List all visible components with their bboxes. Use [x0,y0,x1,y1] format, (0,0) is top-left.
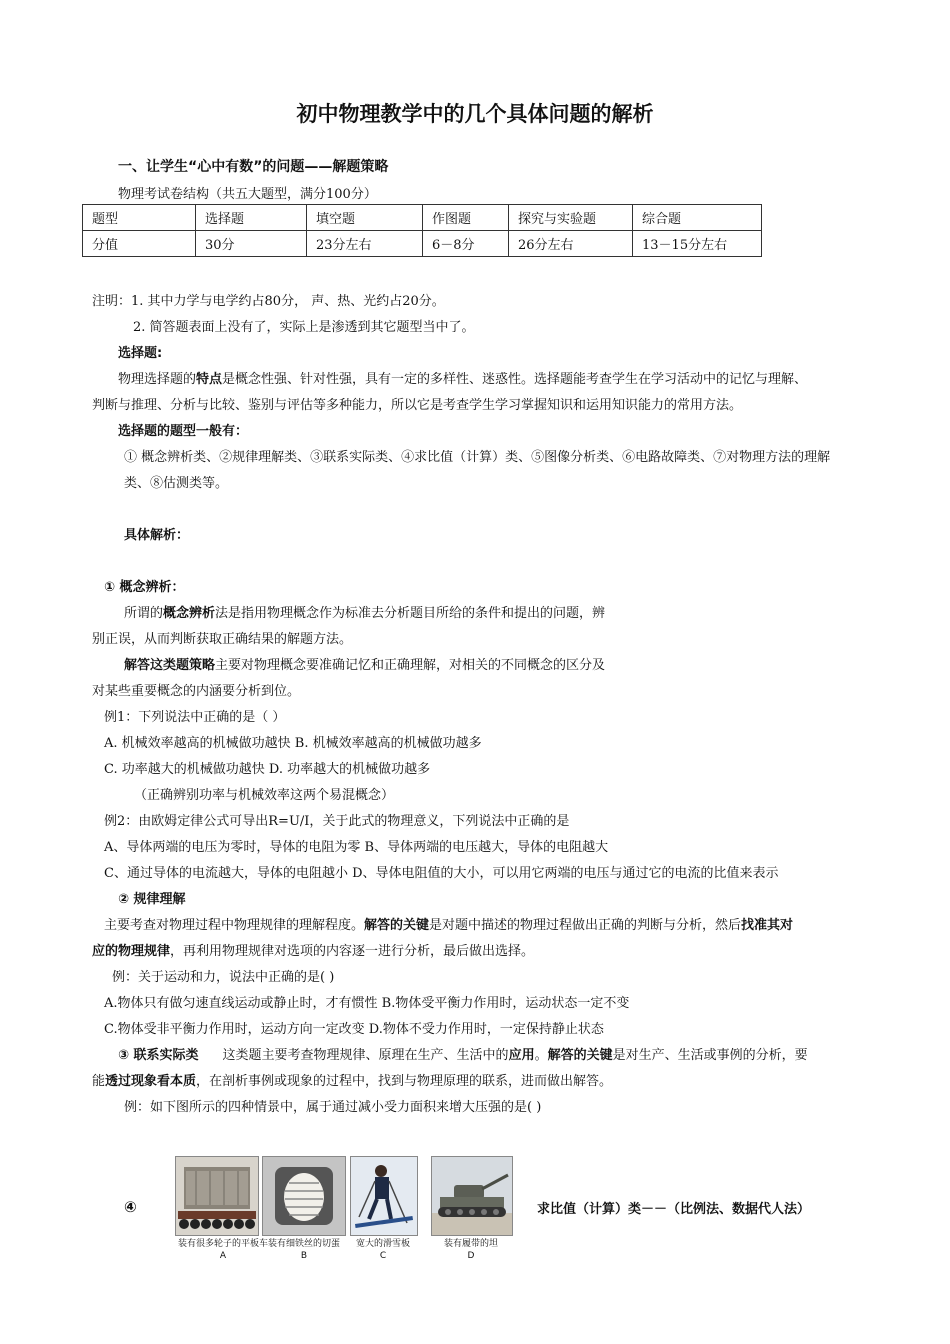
page-title: 初中物理教学中的几个具体问题的解析 [296,102,654,126]
table-cell: 26分左右 [509,231,633,257]
caption-letter: C [379,1251,387,1261]
caption-a [175,1238,271,1262]
choice-paragraph-line2: 判断与推理、分析与比较、鉴别与评估等多种能力，所以它是考查学生学习掌握知识和运用知识能力的常用方法。 [92,398,743,413]
table-cell: 13－15分左右 [633,231,762,257]
law-example-options-ab: A.物体只有做匀速直线运动或静止时，才有惯性 B.物体受平衡力作用时，运动状态一定不变 [104,996,630,1011]
types-line2: 类、⑧估测类等。 [124,476,229,491]
law-heading: ② 规律理解 [118,892,186,907]
types-line1: ① 概念辨析类、②规律理解类、③联系实际类、④求比值（计算）类、⑤图像分析类、⑥电路故障类、⑦对物理方法的理解 [124,450,831,465]
concept-strategy-line2: 对某些重要概念的内涵要分析到位。 [92,684,301,699]
caption-d [429,1238,513,1262]
photo-flatbed-truck [175,1156,259,1236]
exam-structure-table [82,204,762,257]
table-cell: 选择题 [196,205,307,231]
table-cell: 填空题 [307,205,423,231]
caption-c [347,1238,419,1262]
example-1: 例1：下列说法中正确的是（ ） [104,710,286,725]
photo-tank [431,1156,513,1236]
text-run-bold: 特点 [196,372,223,387]
ratio-heading: 求比值（计算）类－－（比例法、数据代人法） [537,1202,811,1217]
table-cell: 30分 [196,231,307,257]
example-2-options-ab: A、导体两端的电压为零时，导体的电阻为零 B、导体两端的电压越大，导体的电阻越大 [104,840,609,855]
table-cell: 题型 [83,205,196,231]
table-cell: 作图题 [423,205,509,231]
example-1-options-ab: A. 机械效率越高的机械做功越快 B. 机械效率越高的机械做功越多 [104,736,482,751]
law-paragraph-line2 [92,940,534,959]
note-1: 注明：1. 其中力学与电学约占80分， 声、热、光约占20分。 [92,294,445,309]
table-row [83,231,762,257]
photo-egg-slicer [262,1156,346,1236]
text-run: 所谓的 [124,606,164,621]
text-run-bold: 应的物理规律 [92,944,171,959]
text-run: 这类题主要考查物理规律、原理在生产、生活中的 [222,1048,509,1063]
caption-text: 宽大的滑雪板 [355,1239,410,1249]
text-run-bold: 应用 [508,1048,535,1063]
law-paragraph-line1 [104,914,793,933]
figure-four-scenarios [175,1156,515,1266]
table-cell: 分值 [83,231,196,257]
section-heading: 一、让学生“心中有数”的问题——解题策略 [118,159,389,175]
caption-text: 装有细铁丝的切蛋 [267,1239,340,1249]
analysis-heading: 具体解析： [124,528,190,543]
law-example-options-cd: C.物体受非平衡力作用时，运动方向一定改变 D.物体不受力作用时，一定保持静止状态 [104,1022,604,1037]
text-run-bold: 解答的关键 [547,1048,613,1063]
text-run: 物理选择题的 [118,372,197,387]
caption-letter: B [300,1251,308,1261]
choice-paragraph-line1 [118,368,807,387]
note-2: 2. 简答题表面上没有了，实际上是渗透到其它题型当中了。 [133,320,475,335]
text-run: 主要对物理概念要准确记忆和正确理解，对相关的不同概念的区分及 [215,658,606,673]
practical-paragraph-line2 [92,1070,612,1089]
text-run-bold: 概念辨析 [163,606,216,621]
text-run-bold: 找准其对 [741,918,794,933]
table-row [83,205,762,231]
text-run-bold: 解答这类题策略 [124,658,216,673]
text-run-bold: 透过现象看本质 [105,1074,197,1089]
text-run: ，在剖析事例或现象的过程中，找到与物理原理的联系，进而做出解答。 [196,1074,613,1089]
text-run: 。 [534,1048,548,1063]
photo-snowboard [350,1156,418,1236]
law-example: 例：关于运动和力，说法中正确的是( ) [112,970,335,985]
choice-heading: 选择题: [118,346,163,361]
text-run: 能 [92,1074,106,1089]
types-heading: 选择题的题型一般有： [118,424,249,439]
caption-text: 装有履带的坦 [443,1239,498,1249]
text-run: 是对题中描述的物理过程做出正确的判断与分析，然后 [429,918,742,933]
practical-heading: ③ 联系实际类 [118,1048,199,1063]
example-1-options-cd: C. 功率越大的机械做功越快 D. 功率越大的机械做功越多 [104,762,431,777]
text-run: 法是指用物理概念作为标准去分析题目所给的条件和提出的问题，辨 [215,606,606,621]
text-run: 主要考查对物理过程中物理规律的理解程度。 [104,918,365,933]
text-run-bold: 解答的关键 [364,918,430,933]
concept-paragraph-line2: 别正误，从而判断获取正确结果的解题方法。 [92,632,353,647]
text-run: 是概念性强、针对性强，具有一定的多样性、迷惑性。选择题能考查学生在学习活动中的记忆与理解、 [222,372,808,387]
caption-b [259,1238,349,1262]
concept-heading: ① 概念辨析： [104,580,185,595]
caption-text: 装有很多轮子的平板车 [177,1239,268,1249]
table-cell: 6－8分 [423,231,509,257]
example-1-note: （正确辨别功率与机械效率这两个易混概念） [134,788,395,803]
text-run: 是对生产、生活或事例的分析，要 [612,1048,808,1063]
ratio-marker: ④ [124,1198,137,1216]
table-cell: 23分左右 [307,231,423,257]
example-2: 例2：由欧姆定律公式可导出R=U/I，关于此式的物理意义，下列说法中正确的是 [104,814,570,829]
structure-caption: 物理考试卷结构（共五大题型，满分100分） [118,187,377,202]
text-run: ，再利用物理规律对选项的内容逐一进行分析，最后做出选择。 [170,944,535,959]
practical-paragraph-line1 [118,1044,808,1063]
concept-paragraph-line1 [124,602,605,621]
concept-strategy-line1 [124,654,605,673]
table-cell: 探究与实验题 [509,205,633,231]
practical-example: 例：如下图所示的四种情景中，属于通过减小受力面积来增大压强的是( ) [124,1100,542,1115]
caption-letter: A [219,1251,227,1261]
caption-letter: D [467,1251,475,1261]
table-cell: 综合题 [633,205,762,231]
example-2-options-cd: C、通过导体的电流越大，导体的电阻越小 D、导体电阻值的大小，可以用它两端的电压与通过它的电流的比值来表示 [104,866,779,881]
